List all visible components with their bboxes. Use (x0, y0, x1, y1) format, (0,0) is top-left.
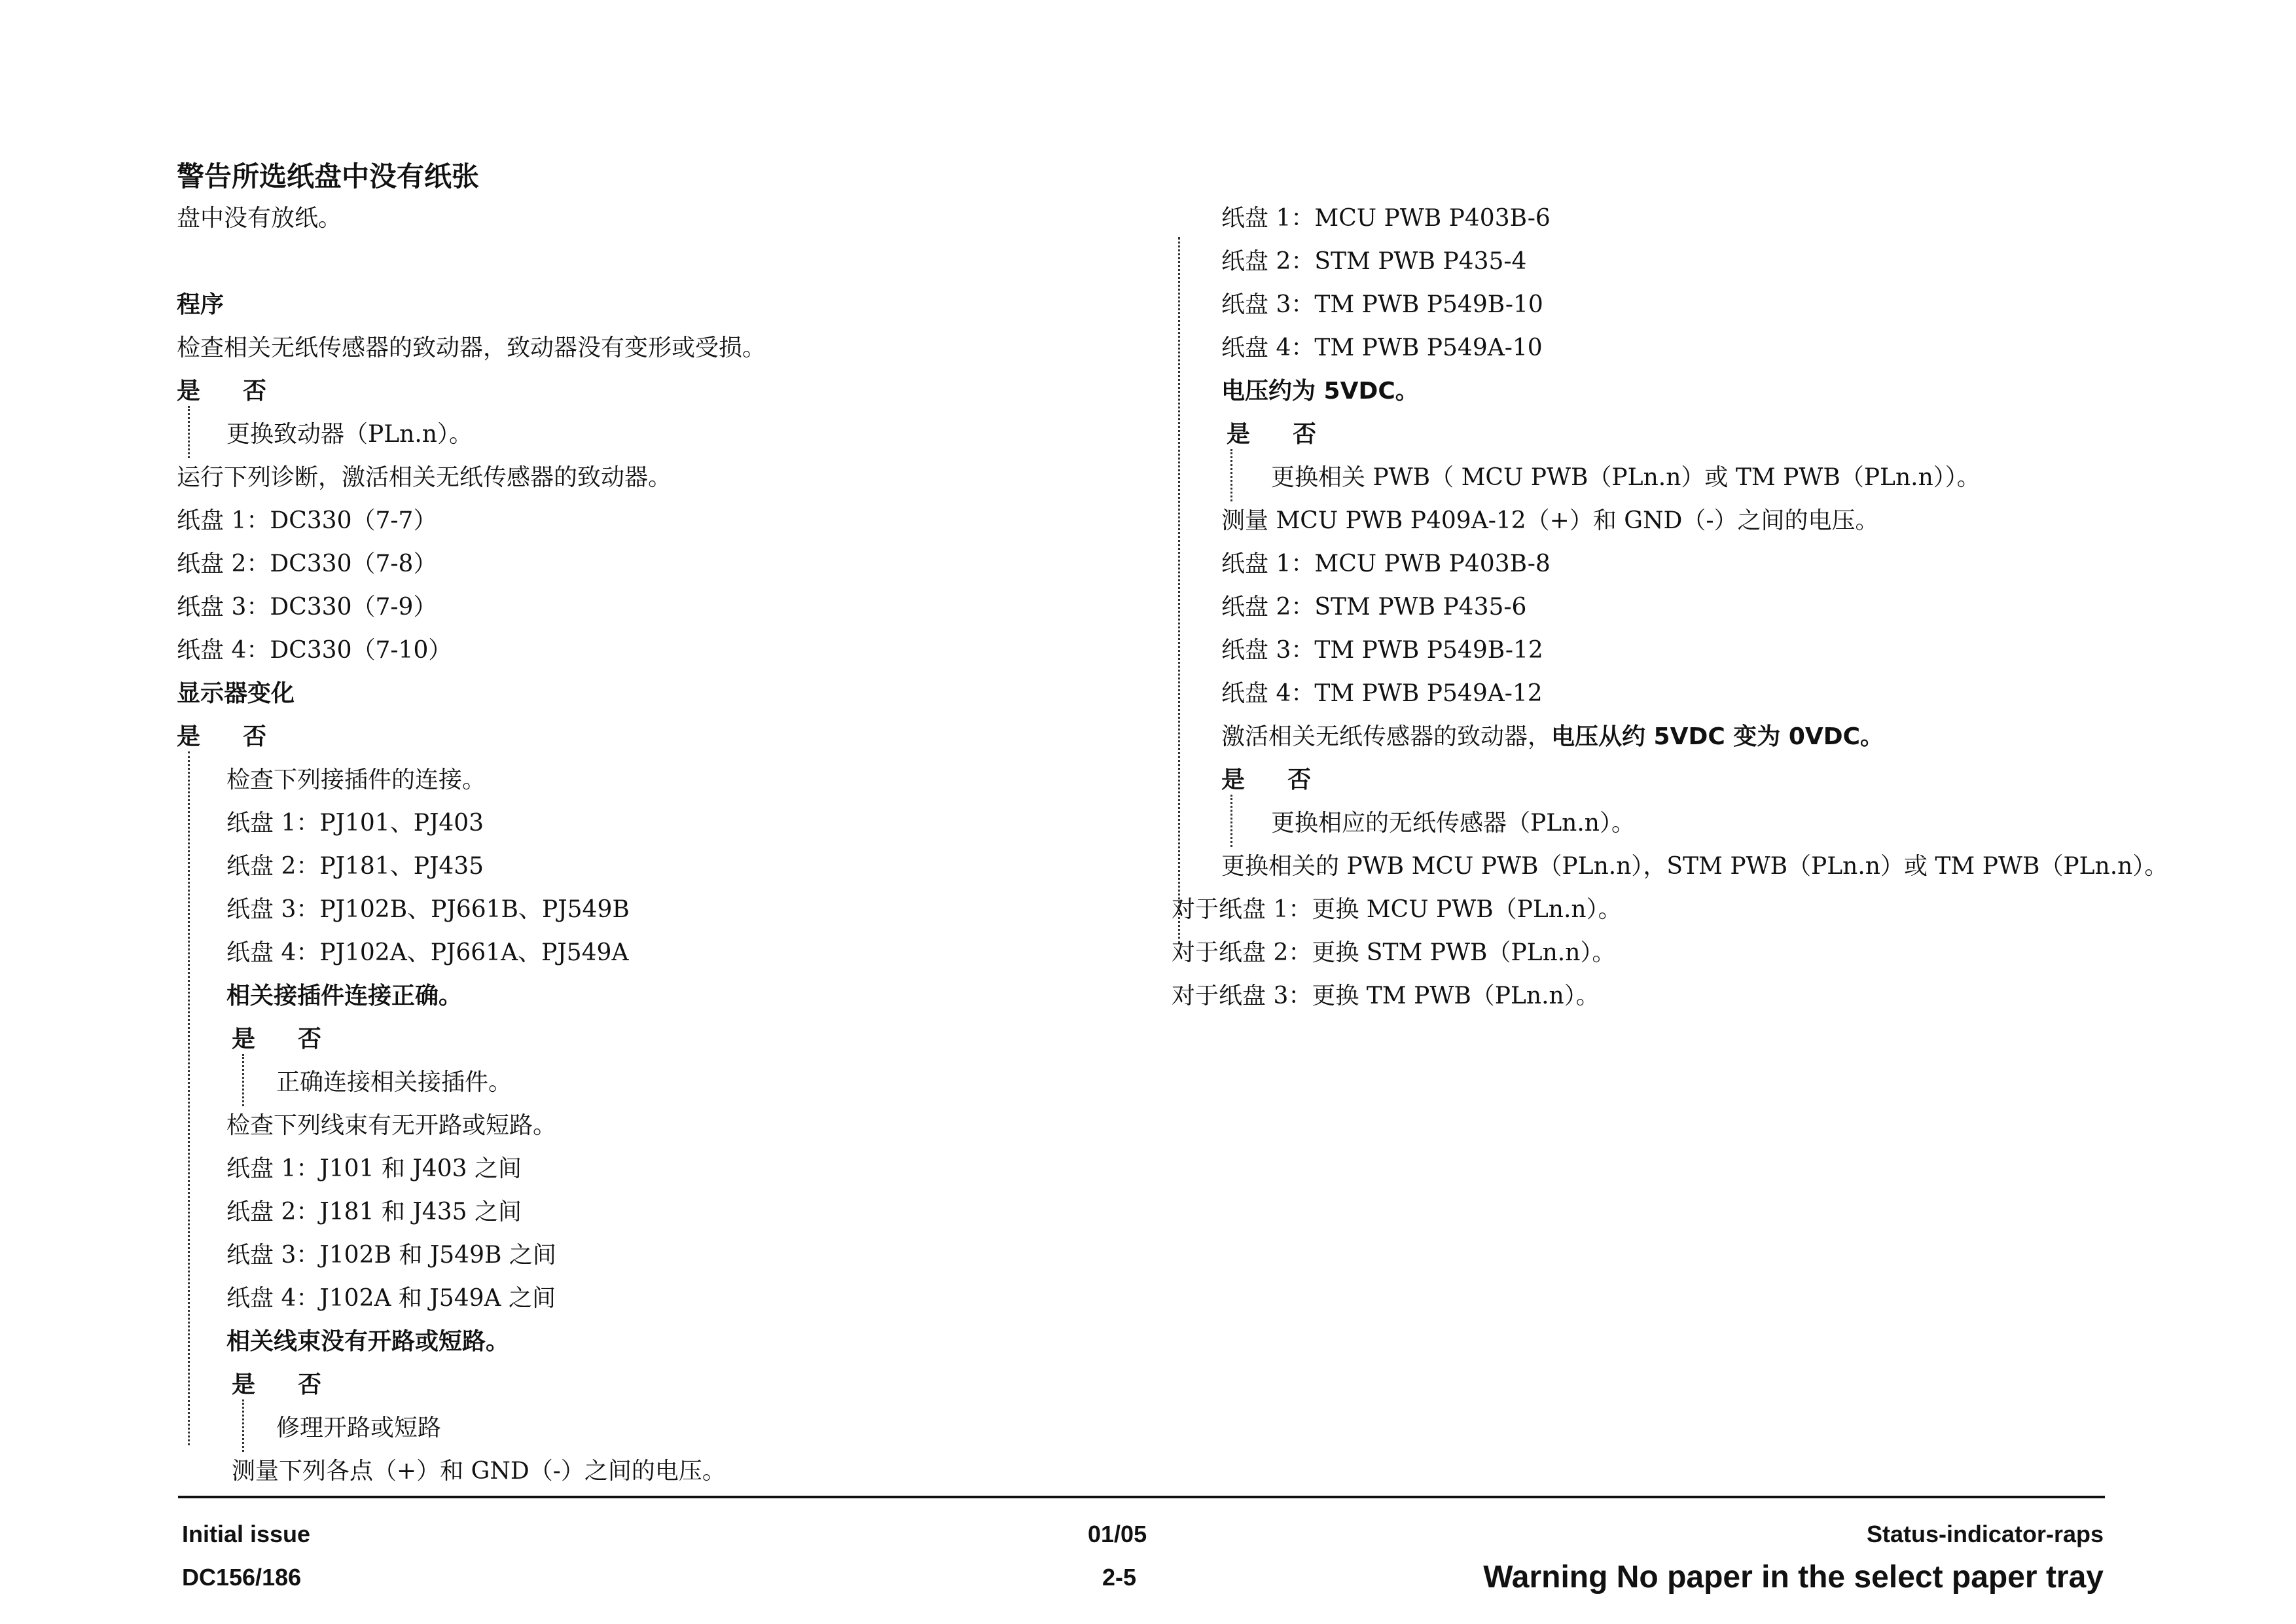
measure-point: 纸盘 4：TM PWB P549A-12 (1221, 680, 1543, 707)
measure-point: 纸盘 2：STM PWB P435-4 (1221, 248, 1527, 275)
step-check-connectors: 检查下列接插件的连接。 (226, 767, 486, 793)
activate-text: 激活相关无纸传感器的致动器， (1221, 723, 1552, 750)
page-heading: 警告所选纸盘中没有纸张 (177, 160, 480, 192)
harness-item: 纸盘 4：J102A 和 J549A 之间 (226, 1285, 556, 1312)
yes-label: 是 (177, 378, 201, 405)
diag-item: 纸盘 1：DC330（7-7） (177, 507, 437, 534)
measure-point: 纸盘 2：STM PWB P435-6 (1221, 594, 1527, 621)
branch-line (1178, 237, 1180, 944)
footer-model: DC156/186 (182, 1564, 302, 1591)
branch-line (1230, 449, 1232, 501)
footer-rule (178, 1496, 2105, 1498)
step-check-harness: 检查下列线束有无开路或短路。 (226, 1112, 557, 1139)
footer-title: Warning No paper in the select paper tray (1483, 1560, 2104, 1595)
measure-point: 纸盘 3：TM PWB P549B-10 (1221, 291, 1543, 318)
step-measure-p409a: 测量 MCU PWB P409A-12（+）和 GND（-）之间的电压。 (1221, 507, 1879, 534)
yes-label: 是 (232, 1026, 256, 1053)
procedure-label: 程序 (177, 291, 224, 318)
yes-no-label (232, 1025, 321, 1054)
diag-item: 纸盘 2：DC330（7-8） (177, 550, 437, 577)
diag-item: 纸盘 4：DC330（7-10） (177, 637, 452, 664)
yes-no-label (232, 1371, 321, 1399)
measure-point: 纸盘 1：MCU PWB P403B-8 (1221, 550, 1551, 577)
step-activate-actuator (1221, 723, 1884, 751)
connector-item: 纸盘 1：PJ101、PJ403 (226, 810, 484, 837)
yes-no-label (1221, 766, 1311, 795)
footer-page-number: 2-5 (1102, 1564, 1137, 1591)
harness-item: 纸盘 1：J101 和 J403 之间 (226, 1155, 522, 1182)
branch-line (188, 406, 190, 458)
step-check-actuator: 检查相关无纸传感器的致动器，致动器没有变形或受损。 (177, 334, 766, 361)
yes-label: 是 (1221, 767, 1246, 793)
replace-sensor-action: 更换相应的无纸传感器（PLn.n）。 (1271, 810, 1635, 837)
diag-item: 纸盘 3：DC330（7-9） (177, 594, 437, 621)
footer-date: 01/05 (1088, 1521, 1147, 1547)
harness-item: 纸盘 3：J102B 和 J549B 之间 (226, 1242, 556, 1269)
footer-issue: Initial issue (182, 1521, 311, 1547)
tray-action: 对于纸盘 2：更换 STM PWB（PLn.n）。 (1172, 939, 1616, 966)
tray-action: 对于纸盘 3：更换 TM PWB（PLn.n）。 (1172, 983, 1600, 1009)
yes-no-label (177, 723, 266, 751)
no-label: 否 (298, 1371, 322, 1398)
intro-text: 盘中没有放纸。 (177, 205, 342, 232)
harness-item: 纸盘 2：J181 和 J435 之间 (226, 1199, 522, 1225)
voltage-change-label: 电压从约 5VDC 变为 0VDC。 (1551, 723, 1884, 750)
replace-pwbs-action: 更换相关的 PWB MCU PWB（PLn.n），STM PWB（PLn.n）或 TM PWB（PLn.n）。 (1221, 853, 2168, 880)
branch-line (188, 751, 190, 1445)
footer-section: Status-indicator-raps (1866, 1521, 2104, 1547)
no-label: 否 (1293, 421, 1317, 448)
yes-label: 是 (232, 1371, 256, 1398)
no-label: 否 (243, 723, 267, 750)
voltage-ok-label: 电压约为 5VDC。 (1221, 378, 1419, 405)
tray-action: 对于纸盘 1：更换 MCU PWB（PLn.n）。 (1172, 896, 1622, 923)
yes-label: 是 (177, 723, 201, 750)
branch-line (242, 1399, 244, 1452)
no-label: 否 (243, 378, 267, 405)
display-change-label: 显示器变化 (177, 680, 295, 707)
measure-point: 纸盘 4：TM PWB P549A-10 (1221, 334, 1543, 361)
step-run-diagnostics: 运行下列诊断，激活相关无纸传感器的致动器。 (177, 464, 672, 491)
harness-ok-label: 相关线束没有开路或短路。 (226, 1328, 510, 1355)
connector-item: 纸盘 3：PJ102B、PJ661B、PJ549B (226, 896, 630, 923)
replace-actuator-action: 更换致动器（PLn.n）。 (226, 421, 473, 448)
yes-no-label (1227, 420, 1316, 449)
repair-harness-action: 修理开路或短路 (276, 1415, 442, 1441)
step-measure-voltage: 测量下列各点（+）和 GND（-）之间的电压。 (232, 1458, 726, 1485)
replace-pwb-action: 更换相关 PWB（ MCU PWB（PLn.n）或 TM PWB（PLn.n））。 (1271, 464, 1981, 491)
no-label: 否 (1287, 767, 1312, 793)
connector-item: 纸盘 2：PJ181、PJ435 (226, 853, 484, 880)
branch-line (1230, 795, 1232, 847)
connector-item: 纸盘 4：PJ102A、PJ661A、PJ549A (226, 939, 629, 966)
branch-line (242, 1054, 244, 1106)
yes-label: 是 (1227, 421, 1251, 448)
no-label: 否 (298, 1026, 322, 1053)
yes-no-label (177, 377, 266, 406)
measure-point: 纸盘 3：TM PWB P549B-12 (1221, 637, 1543, 664)
reconnect-action: 正确连接相关接插件。 (276, 1069, 512, 1096)
measure-point: 纸盘 1：MCU PWB P403B-6 (1221, 205, 1551, 232)
connectors-ok-label: 相关接插件连接正确。 (226, 983, 463, 1009)
